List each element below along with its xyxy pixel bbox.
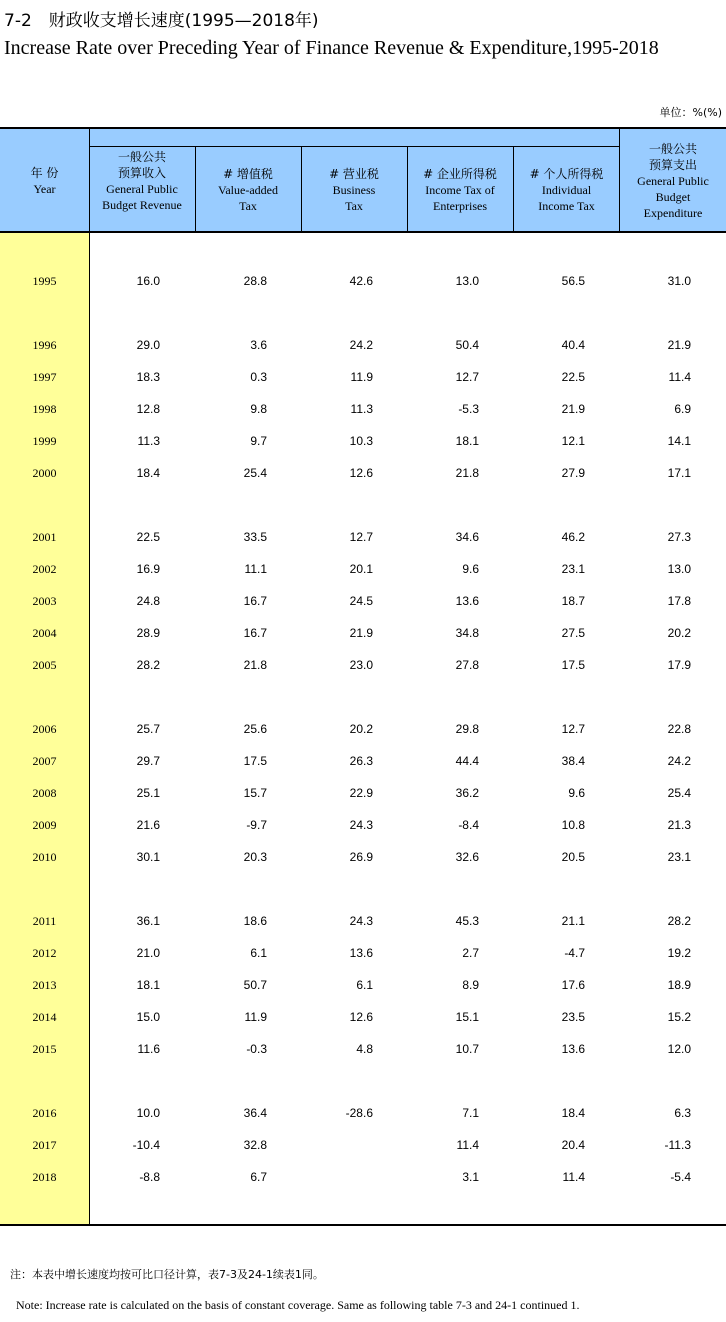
cell-expenditure: 17.1 xyxy=(667,466,691,480)
cell-revenue: 12.8 xyxy=(136,402,160,416)
cell-individual: 38.4 xyxy=(561,754,585,768)
cell-individual: 21.1 xyxy=(561,914,585,928)
cell-expenditure: 21.3 xyxy=(667,818,691,832)
cell-individual: 20.4 xyxy=(561,1138,585,1152)
cell-enterprise: -5.3 xyxy=(458,402,479,416)
cell-year: 2016 xyxy=(32,1106,57,1120)
cell-year: 2004 xyxy=(32,626,57,640)
cell-expenditure: 14.1 xyxy=(667,434,691,448)
cell-expenditure: 23.1 xyxy=(667,850,691,864)
header-expenditure xyxy=(620,129,726,233)
cell-vat: 9.7 xyxy=(250,434,267,448)
cell-expenditure: 19.2 xyxy=(667,946,691,960)
cell-vat: 6.7 xyxy=(250,1170,267,1184)
cell-enterprise: 21.8 xyxy=(455,466,479,480)
table-row xyxy=(0,649,726,681)
cell-revenue: 11.3 xyxy=(137,434,160,448)
cell-revenue: -8.8 xyxy=(139,1170,160,1184)
header-revenue xyxy=(89,129,195,233)
cell-expenditure: 12.0 xyxy=(667,1042,691,1056)
cell-year: 1999 xyxy=(32,434,57,448)
table-row xyxy=(0,521,726,553)
header-divider xyxy=(619,129,620,233)
cell-year: 2001 xyxy=(32,530,57,544)
table-header xyxy=(0,127,726,233)
table-row xyxy=(0,809,726,841)
cell-business: 42.6 xyxy=(349,274,373,288)
cell-enterprise: 29.8 xyxy=(455,722,479,736)
cell-year: 2009 xyxy=(32,818,57,832)
cell-business: 21.9 xyxy=(349,626,373,640)
cell-vat: 9.8 xyxy=(250,402,267,416)
cell-year: 1995 xyxy=(32,274,57,288)
cell-individual: -4.7 xyxy=(564,946,585,960)
cell-expenditure: 15.2 xyxy=(667,1010,691,1024)
cell-vat: 11.1 xyxy=(244,562,267,576)
cell-individual: 11.4 xyxy=(562,1170,585,1184)
cell-vat: 16.7 xyxy=(243,626,267,640)
cell-business: 11.9 xyxy=(350,370,373,384)
unit-label: 单位：%(%) xyxy=(659,106,722,119)
cell-individual: 56.5 xyxy=(561,274,585,288)
cell-revenue: 10.0 xyxy=(136,1106,160,1120)
cell-expenditure: 25.4 xyxy=(667,786,691,800)
cell-business: 20.2 xyxy=(349,722,373,736)
cell-expenditure: 22.8 xyxy=(667,722,691,736)
table-row xyxy=(0,905,726,937)
table-row xyxy=(0,425,726,457)
cell-expenditure: 17.9 xyxy=(667,658,691,672)
cell-expenditure: -5.4 xyxy=(670,1170,691,1184)
cell-year: 2011 xyxy=(32,914,57,928)
cell-vat: 25.6 xyxy=(243,722,267,736)
cell-enterprise: 7.1 xyxy=(462,1106,479,1120)
cell-enterprise: 45.3 xyxy=(455,914,479,928)
cell-vat: 50.7 xyxy=(243,978,267,992)
cell-enterprise: -8.4 xyxy=(458,818,479,832)
cell-year: 1998 xyxy=(32,402,57,416)
cell-expenditure: 6.3 xyxy=(674,1106,691,1120)
cell-vat: 28.8 xyxy=(243,274,267,288)
header-revenue-cn-2: 预算收入 xyxy=(117,166,166,180)
cell-individual: 23.5 xyxy=(561,1010,585,1024)
cell-enterprise: 32.6 xyxy=(455,850,479,864)
cell-revenue: 36.1 xyxy=(136,914,160,928)
cell-vat: 25.4 xyxy=(243,466,267,480)
cell-expenditure: 18.9 xyxy=(667,978,691,992)
table-row xyxy=(0,1001,726,1033)
cell-enterprise: 18.1 xyxy=(455,434,479,448)
cell-individual: 18.4 xyxy=(561,1106,585,1120)
header-divider xyxy=(301,146,302,233)
header-divider xyxy=(89,129,90,233)
cell-year: 1996 xyxy=(32,338,57,352)
cell-enterprise: 2.7 xyxy=(462,946,479,960)
cell-expenditure: 31.0 xyxy=(667,274,691,288)
cell-individual: 40.4 xyxy=(561,338,585,352)
header-revenue-en-1: General Public xyxy=(106,182,178,196)
cell-year: 2005 xyxy=(32,658,57,672)
cell-revenue: 29.7 xyxy=(136,754,160,768)
cell-revenue: 25.7 xyxy=(136,722,160,736)
cell-enterprise: 27.8 xyxy=(455,658,479,672)
cell-vat: 11.9 xyxy=(244,1010,267,1024)
cell-business: 24.3 xyxy=(349,914,373,928)
header-vat-en-1: Value-added xyxy=(218,182,278,197)
cell-vat: 18.6 xyxy=(243,914,267,928)
cell-revenue: 16.9 xyxy=(136,562,160,576)
cell-revenue: 11.6 xyxy=(137,1042,160,1056)
header-divider xyxy=(407,146,408,233)
cell-enterprise: 13.0 xyxy=(455,274,479,288)
cell-expenditure: 13.0 xyxy=(667,562,691,576)
cell-year: 2010 xyxy=(32,850,57,864)
cell-individual: 27.5 xyxy=(561,626,585,640)
cell-vat: 17.5 xyxy=(243,754,267,768)
cell-vat: 3.6 xyxy=(250,338,267,352)
cell-enterprise: 34.6 xyxy=(455,530,479,544)
table-row xyxy=(0,1033,726,1065)
cell-vat: 32.8 xyxy=(243,1138,267,1152)
header-individual-en-1: Individual xyxy=(541,182,592,197)
cell-year: 2006 xyxy=(32,722,57,736)
header-expenditure-en-1: General Public xyxy=(637,174,709,188)
cell-year: 2000 xyxy=(32,466,57,480)
cell-individual: 12.1 xyxy=(561,434,585,448)
header-enterprise-en-2: Enterprises xyxy=(433,198,487,213)
cell-revenue: 18.1 xyxy=(136,978,160,992)
cell-year: 2003 xyxy=(32,594,57,608)
cell-revenue: 21.0 xyxy=(136,946,160,960)
cell-revenue: 30.1 xyxy=(136,850,160,864)
cell-year: 2018 xyxy=(32,1170,57,1184)
header-individual xyxy=(513,146,620,233)
header-enterprise-en-1: Income Tax of xyxy=(425,182,495,197)
table-row xyxy=(0,329,726,361)
cell-individual: 23.1 xyxy=(561,562,585,576)
cell-business: 26.9 xyxy=(349,850,373,864)
header-individual-en-2: Income Tax xyxy=(538,198,595,213)
header-enterprise xyxy=(407,146,513,233)
cell-expenditure: 11.4 xyxy=(668,370,691,384)
cell-year: 2014 xyxy=(32,1010,57,1024)
cell-individual: 17.6 xyxy=(561,978,585,992)
header-divider xyxy=(195,146,196,233)
cell-business: 4.8 xyxy=(356,1042,373,1056)
header-individual-cn: # 个人所得税 xyxy=(529,166,604,181)
table-row xyxy=(0,585,726,617)
cell-expenditure: 21.9 xyxy=(667,338,691,352)
table-row xyxy=(0,1097,726,1129)
cell-enterprise: 12.7 xyxy=(455,370,479,384)
cell-revenue: 18.4 xyxy=(136,466,160,480)
header-divider xyxy=(513,146,514,233)
cell-year: 1997 xyxy=(32,370,57,384)
cell-revenue: -10.4 xyxy=(132,1138,160,1152)
cell-individual: 18.7 xyxy=(561,594,585,608)
table-row xyxy=(0,777,726,809)
table-row xyxy=(0,457,726,489)
cell-expenditure: 28.2 xyxy=(667,914,691,928)
cell-revenue: 16.0 xyxy=(136,274,160,288)
table-row xyxy=(0,713,726,745)
cell-business: 24.3 xyxy=(349,818,373,832)
cell-vat: 20.3 xyxy=(243,850,267,864)
header-business-en-2: Tax xyxy=(345,198,363,213)
cell-enterprise: 34.8 xyxy=(455,626,479,640)
table-row xyxy=(0,745,726,777)
cell-enterprise: 36.2 xyxy=(455,786,479,800)
cell-business: 24.2 xyxy=(349,338,373,352)
cell-business: 22.9 xyxy=(349,786,373,800)
cell-individual: 17.5 xyxy=(561,658,585,672)
cell-business: 10.3 xyxy=(349,434,373,448)
cell-enterprise: 15.1 xyxy=(455,1010,479,1024)
table-row xyxy=(0,1129,726,1161)
cell-expenditure: 6.9 xyxy=(674,402,691,416)
cell-year: 2007 xyxy=(32,754,57,768)
cell-business: 23.0 xyxy=(349,658,373,672)
cell-vat: -9.7 xyxy=(246,818,267,832)
table-title-cn: 7-2 财政收支增长速度(1995—2018年) xyxy=(4,11,319,31)
cell-expenditure: -11.3 xyxy=(664,1138,691,1152)
cell-vat: 6.1 xyxy=(250,946,267,960)
cell-business: 12.7 xyxy=(349,530,373,544)
cell-business: 12.6 xyxy=(349,466,373,480)
cell-vat: -0.3 xyxy=(246,1042,267,1056)
table-row xyxy=(0,969,726,1001)
cell-year: 2008 xyxy=(32,786,57,800)
table-row xyxy=(0,1161,726,1193)
cell-revenue: 28.9 xyxy=(136,626,160,640)
cell-enterprise: 10.7 xyxy=(455,1042,479,1056)
cell-year: 2012 xyxy=(32,946,57,960)
note-en: Note: Increase rate is calculated on the basis of constant coverage. Same as following table 7-3 and 24-1 continued 1. xyxy=(16,1298,580,1312)
cell-business: 12.6 xyxy=(349,1010,373,1024)
table-row xyxy=(0,393,726,425)
header-revenue-cn-1: 一般公共 xyxy=(117,150,166,164)
header-year-en: Year xyxy=(33,182,56,196)
cell-expenditure: 24.2 xyxy=(667,754,691,768)
cell-vat: 36.4 xyxy=(243,1106,267,1120)
cell-revenue: 22.5 xyxy=(136,530,160,544)
table-row xyxy=(0,841,726,873)
cell-revenue: 24.8 xyxy=(136,594,160,608)
cell-enterprise: 13.6 xyxy=(455,594,479,608)
cell-revenue: 21.6 xyxy=(136,818,160,832)
header-vat-cn: # 增值税 xyxy=(223,166,273,181)
table-bottom-rule xyxy=(0,1224,726,1226)
header-year-cn: 年 份 xyxy=(30,166,59,180)
cell-individual: 22.5 xyxy=(561,370,585,384)
cell-expenditure: 20.2 xyxy=(667,626,691,640)
cell-business: 26.3 xyxy=(349,754,373,768)
cell-business: 11.3 xyxy=(350,402,373,416)
cell-business: -28.6 xyxy=(345,1106,373,1120)
cell-revenue: 28.2 xyxy=(136,658,160,672)
cell-vat: 0.3 xyxy=(250,370,267,384)
cell-individual: 46.2 xyxy=(561,530,585,544)
cell-individual: 13.6 xyxy=(561,1042,585,1056)
table-row xyxy=(0,937,726,969)
cell-year: 2013 xyxy=(32,978,57,992)
table-title-en: Increase Rate over Preceding Year of Finance Revenue & Expenditure,1995-2018 xyxy=(4,37,659,59)
cell-business: 20.1 xyxy=(349,562,373,576)
cell-enterprise: 8.9 xyxy=(462,978,479,992)
cell-year: 2015 xyxy=(32,1042,57,1056)
note-cn: 注：本表中增长速度均按可比口径计算，表7-3及24-1续表1同。 xyxy=(10,1268,324,1281)
cell-vat: 21.8 xyxy=(243,658,267,672)
cell-enterprise: 11.4 xyxy=(456,1138,479,1152)
cell-enterprise: 3.1 xyxy=(462,1170,479,1184)
cell-year: 2002 xyxy=(32,562,57,576)
header-expenditure-cn-1: 一般公共 xyxy=(648,142,697,156)
cell-business: 13.6 xyxy=(349,946,373,960)
cell-vat: 16.7 xyxy=(243,594,267,608)
cell-enterprise: 44.4 xyxy=(455,754,479,768)
cell-individual: 10.8 xyxy=(561,818,585,832)
header-business-cn: # 营业税 xyxy=(329,166,379,181)
cell-expenditure: 27.3 xyxy=(667,530,691,544)
cell-revenue: 29.0 xyxy=(136,338,160,352)
cell-enterprise: 9.6 xyxy=(462,562,479,576)
header-expenditure-cn-2: 预算支出 xyxy=(648,158,697,172)
cell-individual: 20.5 xyxy=(561,850,585,864)
header-vat-en-2: Tax xyxy=(239,198,257,213)
cell-business: 6.1 xyxy=(356,978,373,992)
table-row xyxy=(0,553,726,585)
header-year xyxy=(0,129,89,233)
table-row xyxy=(0,617,726,649)
cell-vat: 15.7 xyxy=(243,786,267,800)
header-revenue-en-2: Budget Revenue xyxy=(102,198,182,212)
cell-individual: 9.6 xyxy=(568,786,585,800)
header-business xyxy=(301,146,407,233)
cell-year: 2017 xyxy=(32,1138,57,1152)
cell-vat: 33.5 xyxy=(243,530,267,544)
cell-individual: 12.7 xyxy=(561,722,585,736)
cell-individual: 21.9 xyxy=(561,402,585,416)
cell-business: 24.5 xyxy=(349,594,373,608)
header-vat xyxy=(195,146,301,233)
table-row xyxy=(0,265,726,297)
cell-revenue: 18.3 xyxy=(136,370,160,384)
cell-enterprise: 50.4 xyxy=(455,338,479,352)
header-enterprise-cn: # 企业所得税 xyxy=(423,166,497,181)
header-expenditure-en-3: Expenditure xyxy=(643,206,703,220)
cell-revenue: 25.1 xyxy=(136,786,160,800)
header-business-en-1: Business xyxy=(332,182,376,197)
cell-expenditure: 17.8 xyxy=(667,594,691,608)
table-row xyxy=(0,361,726,393)
cell-revenue: 15.0 xyxy=(136,1010,160,1024)
cell-individual: 27.9 xyxy=(561,466,585,480)
header-expenditure-en-2: Budget xyxy=(655,190,691,204)
